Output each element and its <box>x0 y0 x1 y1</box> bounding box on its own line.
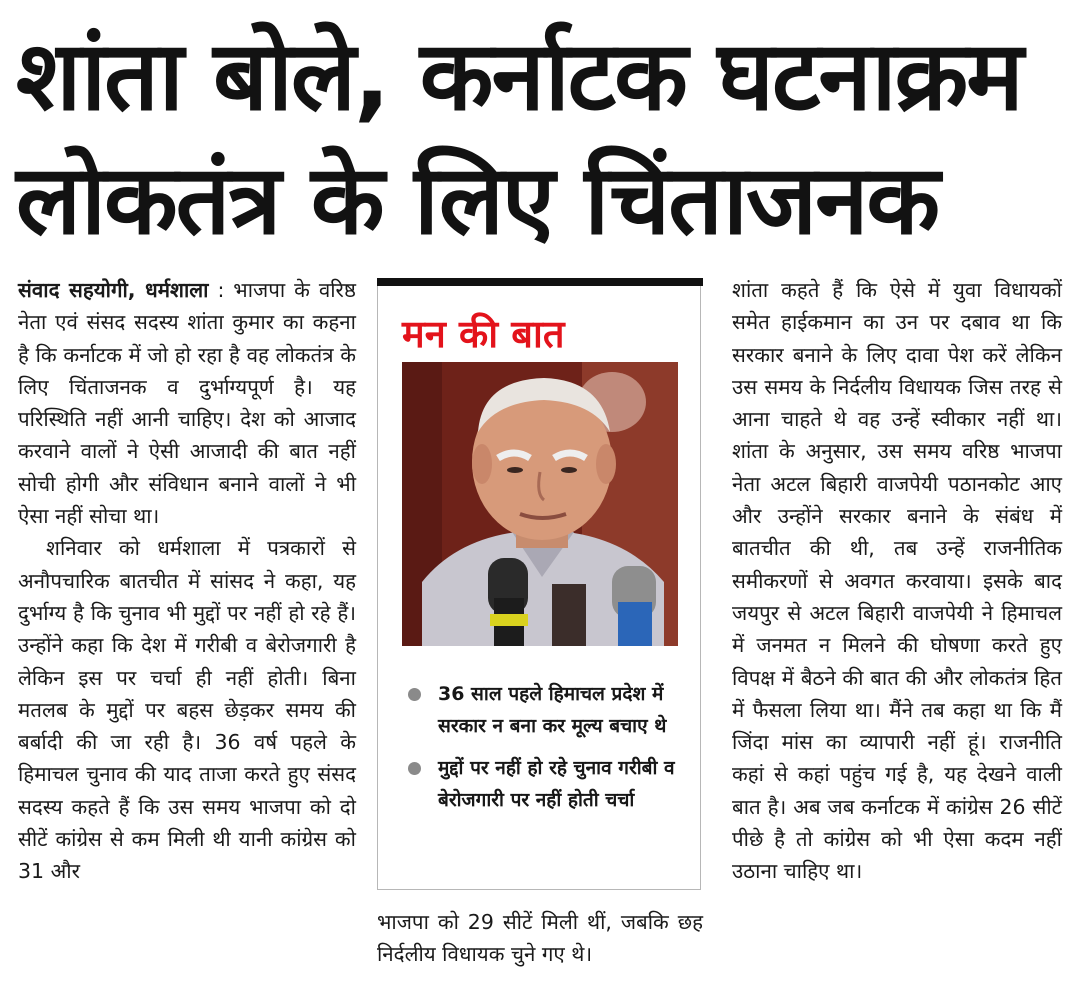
right-column <box>732 274 1062 888</box>
headline-line-2: लोकतंत्र के लिए चिंताजनक <box>16 144 939 256</box>
left-para-1-text: भाजपा के वरिष्ठ नेता एवं संसद सदस्य शांता कुमार का कहना है कि कर्नाटक में जो हो रहा है वह लोकतंत्र के लिए चिंताजनक व दुर्भाग्यपूर्ण है। यह परिस्थिति नहीं आनी चाहिए। देश को आजाद करवाने वालों ने ऐसी आजादी की बात नहीं सोची होगी और संविधान बनाने वालों ने भी ऐसा नहीं सोचा था। <box>18 278 356 529</box>
bullet-item-1 <box>406 678 690 742</box>
box-top-rule <box>377 278 703 286</box>
bullet-dot-icon <box>408 762 421 775</box>
quote-box <box>377 284 701 890</box>
right-column-para: शांता कहते हैं कि ऐसे में युवा विधायकों समेत हाईकमान का उन पर दबाव था कि सरकार बनाने के लिए दावा पेश करें लेकिन उस समय के निर्दलीय विधायक जिस तरह से आना चाहते थे वह उन्हें स्वीकार नहीं था। शांता के अनुसार, उस समय वरिष्ठ भाजपा नेता अटल बिहारी वाजपेयी पठानकोट आए और उन्होंने सरकार बनाने के संबंध में बातचीत की थी, तब उन्हें राजनीतिक समीकरणों से अवगत करवाया। इसके बाद जयपुर से अटल बिहारी वाजपेयी ने हिमाचल में जनमत न मिलने की घोषणा करते हुए विपक्ष में बैठने की बात की और लोकतंत्र हित में फैसला लिया था। मैंने तब कहा था कि मैं जिंदा मांस का व्यापारी नहीं हूं। राजनीति कहां से कहां पहुंच गई है, यह देखने वाली बात है। अब जब कर्नाटक में कांग्रेस 26 सीटें पीछे है तो कांग्रेस को भी ऐसा कदम नहीं उठाना चाहिए था। <box>732 278 1062 884</box>
bullet-dot-icon <box>408 688 421 701</box>
byline: संवाद सहयोगी, धर्मशाला <box>18 278 209 302</box>
bullet-list <box>406 678 690 826</box>
bullet-item-2 <box>406 752 690 816</box>
byline-separator: : <box>208 278 234 302</box>
left-column-para-2: शनिवार को धर्मशाला में पत्रकारों से अनौपचारिक बातचीत में सांसद ने कहा, यह दुर्भाग्य है कि चुनाव भी मुद्दों पर नहीं हो रहे हैं। उन्होंने कहा कि देश में गरीबी व बेरोजगारी है लेकिन इस पर चर्चा ही नहीं होती। बिना मतलब के मुद्दों पर बहस छेड़कर समय की बर्बादी की जा रही है। 36 वर्ष पहले के हिमाचल चुनाव की याद ताजा करते हुए संसद सदस्य कहते हैं कि उस समय भाजपा को दो सीटें कांग्रेस से कम मिली थी यानी कांग्रेस को 31 और <box>18 536 356 884</box>
bullet-item-2-text: मुद्दों पर नहीं हो रहे चुनाव गरीबी व बेरोजगारी पर नहीं होती चर्चा <box>438 757 675 811</box>
left-column <box>18 274 356 888</box>
box-title: मन की बात <box>402 312 565 356</box>
left-column-para-1 <box>18 274 356 532</box>
middle-bottom-text <box>377 906 703 971</box>
portrait-photo <box>402 362 678 646</box>
middle-bottom-para: भाजपा को 29 सीटें मिली थीं, जबकि छह निर्दलीय विधायक चुने गए थे। <box>377 910 703 967</box>
bullet-item-1-text: 36 साल पहले हिमाचल प्रदेश में सरकार न बना कर मूल्य बचाए थे <box>438 683 667 737</box>
headline-line-1: शांता बोले, कर्नाटक घटनाक्रम <box>16 20 1022 132</box>
headline <box>16 14 1066 262</box>
